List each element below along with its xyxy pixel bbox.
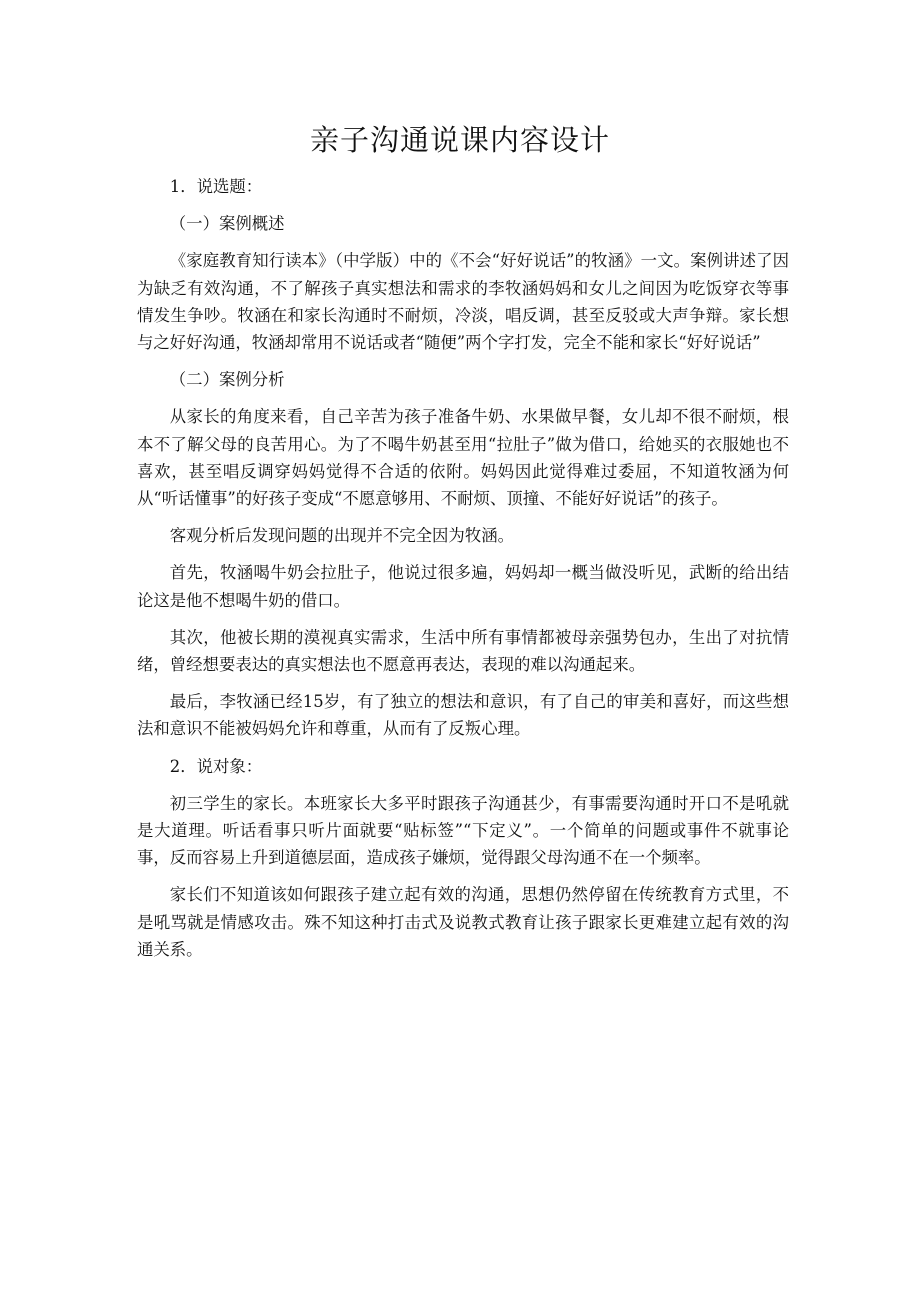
document-body: [137, 173, 789, 973]
subsection-heading-case-analysis: （二）案例分析: [169, 370, 285, 390]
paragraph-second-point: 其次，他被长期的漠视真实需求，生活中所有事情都被母亲强势包办，生出了对抗情绪，曾经想要表达的真实想法也不愿意再表达，表现的难以沟通起来。: [137, 627, 789, 675]
paragraph-first-point: 首先，牧涵喝牛奶会拉肚子，他说过很多遍，妈妈却一概当做没听见，武断的给出结论这是他不想喝牛奶的借口。: [137, 563, 789, 610]
paragraph-case-overview: 《家庭教育知行读本》（中学版）中的《不会“好好说话”的牧涵》一文。案例讲述了因为缺乏有效沟通，不了解孩子真实想法和需求的李牧涵妈妈和女儿之间因为吃饭穿衣等事情发生争吵。牧涵在和家长沟通时不耐烦，冷淡，唱反调，甚至反驳或大声争辩。家长想与之好好沟通，牧涵却常用不说话或者“随便”两个字打发，完全不能和家长“好好说话”: [137, 251, 789, 353]
document-title: 亲子沟通说课内容设计: [309, 123, 610, 157]
paragraph-third-point: 最后，李牧涵已经15岁，有了独立的想法和意识，有了自己的审美和喜好，而这些想法和意识不能被妈妈允许和尊重，从而有了反叛心理。: [137, 692, 789, 739]
section-heading-choose-topic: 1．说选题：: [169, 177, 263, 196]
paragraph-objective-analysis: 客观分析后发现问题的出现并不完全因为牧涵。: [169, 526, 514, 546]
paragraph-audience-description: 初三学生的家长。本班家长大多平时跟孩子沟通甚少，有事需要沟通时开口不是吼就是大道理。听话看事只听片面就要“贴标签”“下定义”。一个简单的问题或事件不就事论事，反而容易上升到道德层面，造成孩子嫌烦，觉得跟父母沟通不在一个频率。: [137, 793, 789, 868]
paragraph-parent-perspective: 从家长的角度来看，自己辛苦为孩子准备牛奶、水果做早餐，女儿却不很不耐烦，根本不了解父母的良苦用心。为了不喝牛奶甚至用“拉肚子”做为借口，给她买的衣服她也不喜欢，甚至唱反调穿妈妈觉得不合适的依附。妈妈因此觉得难过委屈，不知道牧涵为何从“听话懂事”的好孩子变成“不愿意够用、不耐烦、顶撞、不能好好说话”的孩子。: [137, 407, 789, 509]
paragraph-audience-problem: 家长们不知道该如何跟孩子建立起有效的沟通，思想仍然停留在传统教育方式里，不是吼骂就是情感攻击。殊不知这种打击式及说教式教育让孩子跟家长更难建立起有效的沟通关系。: [137, 885, 789, 959]
subsection-heading-case-overview: （一）案例概述: [169, 214, 285, 234]
section-heading-audience: 2．说对象：: [169, 756, 263, 776]
